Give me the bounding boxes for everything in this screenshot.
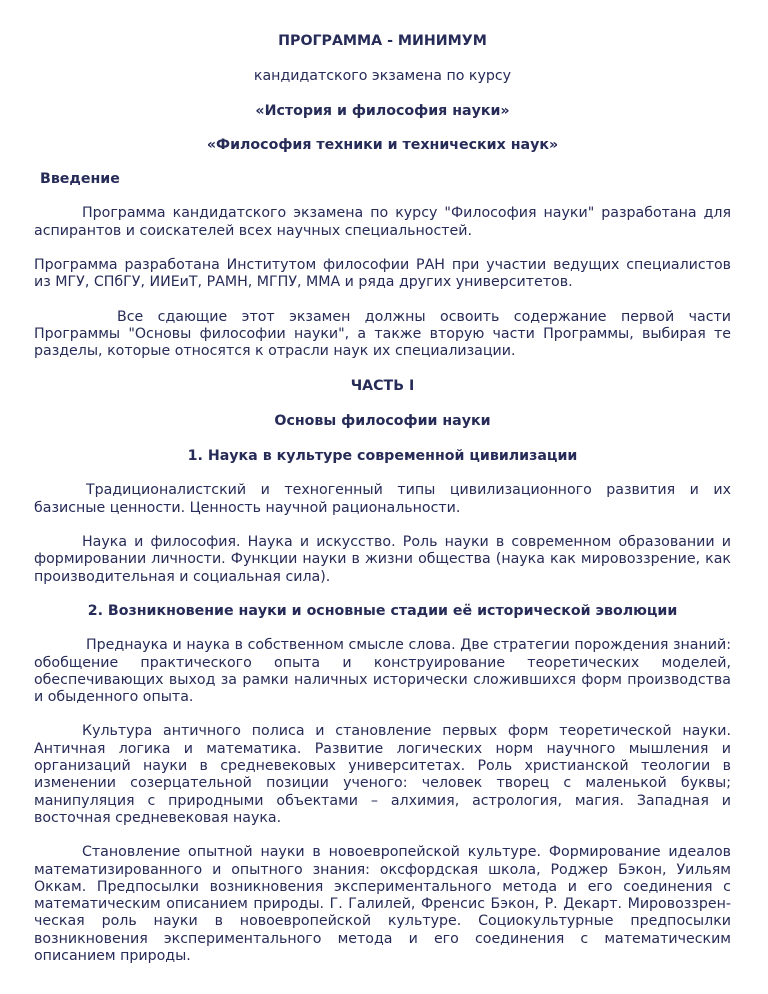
section-1-title: 1. Наука в культуре современной цивилизации — [187, 448, 578, 465]
document-title: ПРОГРАММА - МИНИМУМ — [278, 33, 487, 49]
course-title: «История и философия науки» — [255, 102, 510, 119]
section-2-paragraph-2: Культура античного полиса и становление первых форм теоретической науки. Античная логика и математика. Развитие логических норм научного мышления и организаций науки в средневековых университетах. Роль христианской теологии в изменении созерцательной позиции ученого: человек творец с маленькой буквы; манипуляция с природными объектами – алхимия, астрология, магия. Западная и восточная средневековая наука. — [34, 723, 731, 826]
section-1-paragraph-2: Наука и философия. Наука и искусство. Роль науки в современном образовании и формировании личности. Функции науки в жизни общества (наука как мировоззрение, как производительная и социальная сила). — [34, 534, 731, 585]
part-label: ЧАСТЬ I — [350, 377, 415, 394]
section-2-paragraph-1: Преднаука и наука в собственном смысле слова. Две стратегии порождения знаний: обобщение практического опыта и конструирование теоретических моделей, обеспечивающих выход за рамки наличных исторически сложившихся форм производства и обыденного опыта. — [34, 637, 731, 706]
section-1-paragraph-1: Традиционалистский и техногенный типы цивилизационного развития и их базисные ценности. Ценность научной рациональности. — [34, 482, 731, 516]
intro-paragraph-1: Программа кандидатского экзамена по курсу "Философия науки" разработана для аспирантов и соискателей всех научных специальностей. — [34, 205, 731, 239]
part-title: Основы философии науки — [274, 412, 491, 429]
intro-paragraph-3: Все сдающие этот экзамен должны освоить содержание первой части Программы "Основы философии науки", а также вторую части Программы, выбирая те разделы, которые относятся к отрасли наук их специализации. — [34, 308, 731, 360]
course-subtitle: «Философия техники и технических наук» — [206, 136, 559, 153]
document-subtitle: кандидатского экзамена по курсу — [253, 68, 512, 85]
intro-heading: Введение — [40, 171, 120, 188]
section-2-title: 2. Возникновение науки и основные стадии её исторической эволюции — [87, 602, 678, 619]
section-2-paragraph-3: Становление опытной науки в новоевропейской культуре. Формирование идеалов математизированного и опытного знания: оксфордская школа, Роджер Бэкон, Уильям Оккам. Предпосылки возникновения экспериментального метода и его соединения с математическим описанием природы. Г. Галилей, Френсис Бэкон, Р. Декарт. Мировоззрен-ческая роль науки в новоевропейской культуре. Социокультурные предпосылки возникновения экспериментального метода и его соединения с математическим описанием природы. — [34, 844, 731, 964]
intro-paragraph-2: Программа разработана Институтом философии РАН при участии ведущих специалистов из МГУ, СПбГУ, ИИЕиТ, РАМН, МГПУ, ММА и ряда других университетов. — [34, 257, 731, 291]
